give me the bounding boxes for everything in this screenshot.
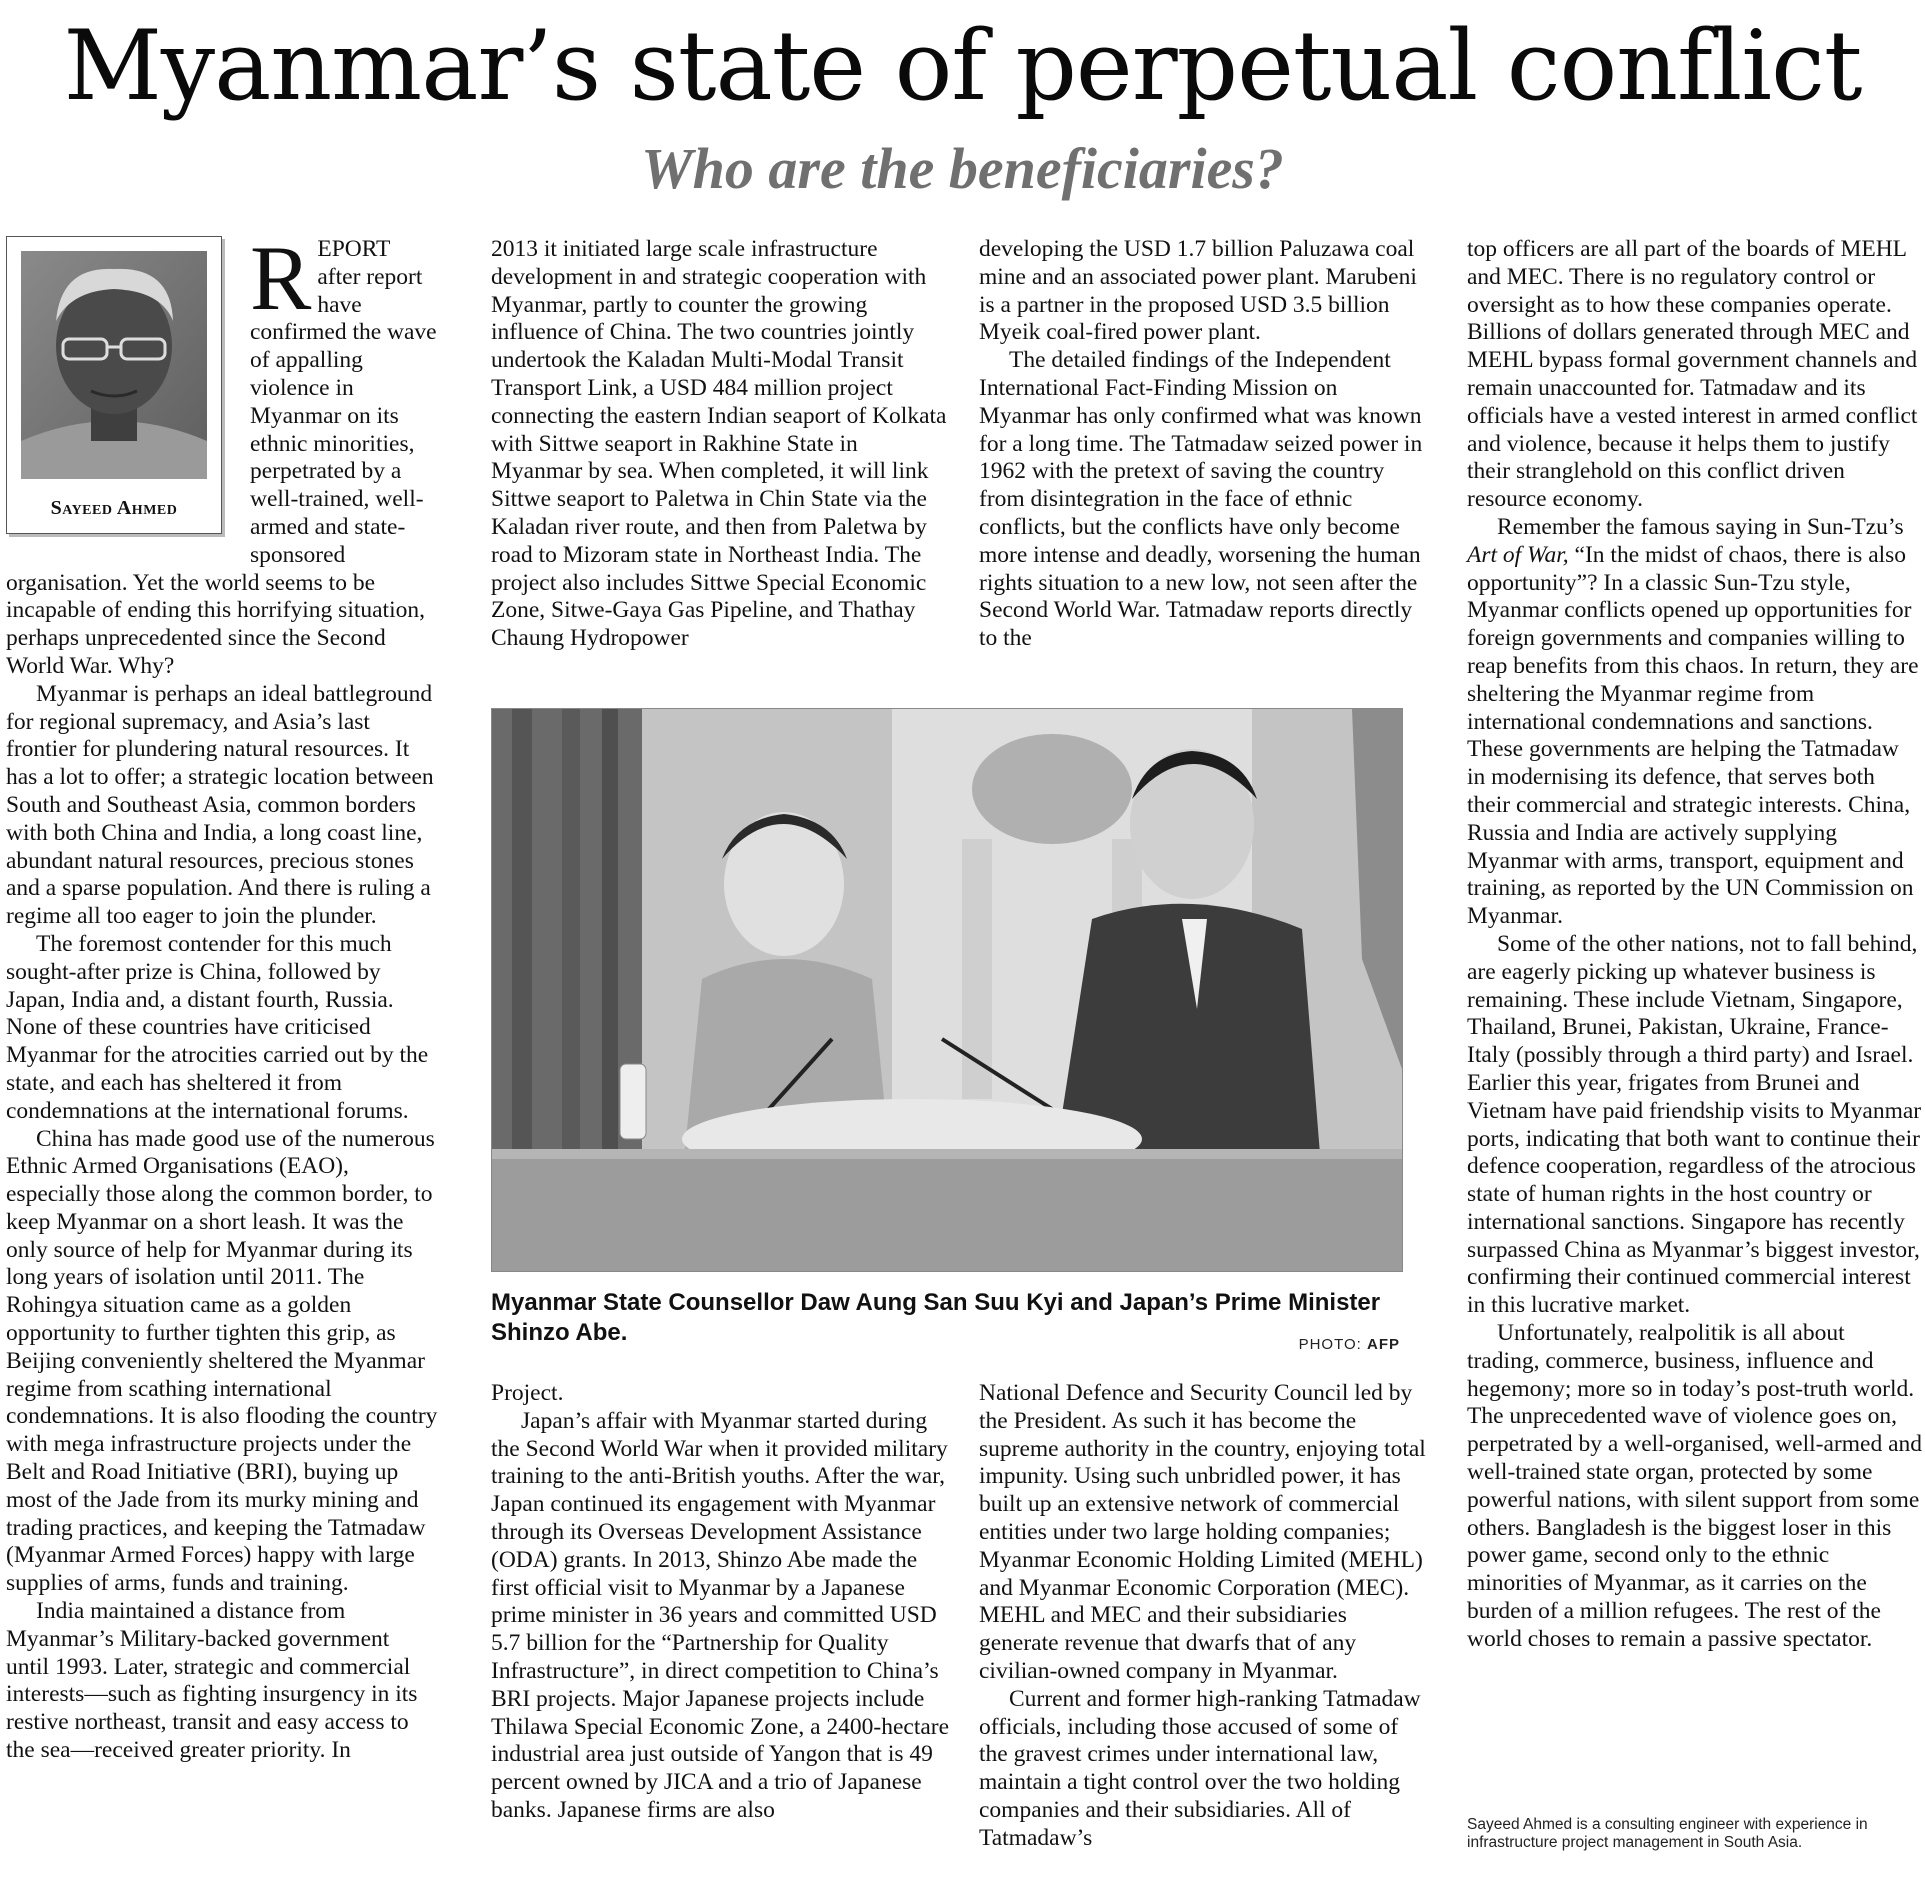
press-conference-image [492,709,1402,1271]
article-paragraph: Some of the other nations, not to fall behind, are eagerly picking up whatever business is remaining. These include Vietnam, Singapore, Thailand, Brunei, Pakistan, Ukraine, France-Italy (possibly through a third party) and Israel. Earlier this year, frigates from Brunei and Vietnam have paid friendship visits to Myanmar ports, indicating that both want to continue their defence cooperation, regardless of the atrocious state of human rights in the host country or international sanctions. Singapore has recently surpassed China as Myanmar’s biggest investor, confirming their continued commercial interest in this lucrative market. [1467,930,1922,1319]
article-paragraph: National Defence and Security Council led by the President. As such it has become the supreme authority in the country, enjoying total impunity. Using such unbridled power, it has built up an extensive network of commercial entities under two large holding companies; Myanmar Economic Holding Limited (MEHL) and Myanmar Economic Corporation (MEC). MEHL and MEC and their subsidiaries generate revenue that dwarfs that of any civilian-owned company in Myanmar. [979,1380,1426,1684]
article-paragraph: developing the USD 1.7 billion Paluzawa coal mine and an associated power plant. Marubeni is a partner in the proposed USD 3.5 billion Myeik coal-fired power plant. [979,236,1417,346]
column-2-bottom [491,1380,951,1825]
author-photo [21,251,207,479]
credit-source: AFP [1367,1336,1400,1353]
author-portrait-image [21,251,207,479]
article-paragraph: India maintained a distance from Myanmar’s Military-backed government until 1993. Later, strategic and commercial interests—such as fighting insurgency in its restive northeast, transit and easy access to the sea—received greater priority. In [6,1598,418,1764]
credit-label: PHOTO: [1298,1336,1367,1353]
author-name: Sayeed Ahmed [50,497,178,519]
author-bio: Sayeed Ahmed is a consulting engineer with experience in infrastructure project management in South Asia. [1467,1816,1868,1851]
author-box [6,236,236,548]
paragraph-text: “In the midst of chaos, there is also opportunity”? In a classic Sun-Tzu style, Myanmar conflicts opened up opportunities for foreign governments and companies willing to reap benefits from this chaos. In return, they are sheltering the Myanmar regime from international condemnations and sanctions. These governments are helping the Tatmadaw in modernising its defence, that serves both their commercial and strategic interests. China, Russia and India are actively supplying Myanmar with arms, transport, equipment and training, as reported by the UN Commission on Myanmar. [1467,541,1919,930]
author-frame [6,236,222,534]
article-paragraph: Unfortunately, realpolitik is all about trading, commerce, business, influence and hegemony; more so in today’s post-truth world. The unprecedented wave of violence goes on, perpetrated by a well-organised, well-armed and well-trained state organ, protected by some powerful nations, with silent support from some others. Bangladesh is the biggest loser in this power game, second only to the ethnic minorities of Myanmar, as it carries on the burden of a million refugees. The rest of the world choses to remain a passive spectator. [1467,1320,1923,1652]
drop-cap: R [250,227,312,329]
article-paragraph: The foremost contender for this much sought-after prize is China, followed by Japan, India and, a distant fourth, Russia. None of these countries have criticised Myanmar for the atrocities carried out by the state, and each has sheltered it from condemnations at the international forums. [6,930,429,1124]
column-3-top [979,236,1427,653]
photo-credit [1220,1336,1400,1353]
paragraph-text: EPORT after report have confirmed the wave of appalling violence in Myanmar on its ethnic minorities, perpetrated by a well-trained, well-armed and state-sponsored organisation. Yet the world seems to be incapable of ending this horrifying situation, perhaps unprecedented since the Second World War. Why? [6,236,437,679]
article-paragraph: Project. [491,1380,564,1406]
article-paragraph: The detailed findings of the Independent International Fact-Finding Mission on Myanmar has only confirmed what was known for a long time. The Tatmadaw seized power in 1962 with the pretext of saving the country from disintegration in the face of ethnic conflicts, but the conflicts have only become more intense and deadly, worsening the human rights situation to a new low, not seen after the Second World War. Tatmadaw reports directly to the [979,347,1423,652]
headline: Myanmar’s state of perpetual conflict [63,10,1862,122]
news-photo [491,708,1403,1272]
column-3-bottom [979,1380,1427,1853]
book-title: Art of War, [1467,541,1569,568]
column-1 [6,227,438,1765]
article-paragraph: Current and former high-ranking Tatmadaw officials, including those accused of some of the gravest crimes under international law, maintain a tight control over the two holding companies and their subsidiaries. All of Tatmadaw’s [979,1685,1421,1851]
article-paragraph: top officers are all part of the boards of MEHL and MEC. There is no regulatory control or oversight as to how these companies operate. Billions of dollars generated through MEC and MEHL bypass formal government channels and remain unaccounted for. Tatmadaw and its officials have a vested interest in armed conflict and violence, because it helps them to justify their stranglehold on this conflict driven resource economy. [1467,236,1918,513]
article-paragraph: Myanmar is perhaps an ideal battleground for regional supremacy, and Asia’s last frontier for plundering natural resources. It has a lot to offer; a strategic location between South and Southeast Asia, common borders with both China and India, a long coast line, abundant natural resources, precious stones and a sparse population. And there is ruling a regime all too eager to join the plunder. [6,680,434,930]
article-paragraph: Japan’s affair with Myanmar started during the Second World War when it provided military training to the anti-British youths. After the war, Japan continued its engagement with Myanmar through its Overseas Development Assistance (ODA) grants. In 2013, Shinzo Abe made the first official visit to Myanmar by a Japanese prime minister in 36 years and committed USD 5.7 billion for the “Partnership for Quality Infrastructure”, in direct competition to China’s BRI projects. Major Japanese projects include Thilawa Special Economic Zone, a 2400-hectare industrial area just outside of Yangon that is 49 percent owned by JICA and a trio of Japanese banks. Japanese firms are also [491,1407,950,1823]
column-2-top [491,236,951,653]
paragraph-text: Remember the famous saying in Sun-Tzu’s [1497,513,1904,540]
photo-caption: Myanmar State Counsellor Daw Aung San Suu Kyi and Japan’s Prime Minister Shinzo Abe. [491,1289,1381,1346]
article-paragraph: 2013 it initiated large scale infrastructure development in and strategic cooperation with Myanmar, partly to counter the growing influence of China. The two countries jointly undertook the Kaladan Multi-Modal Transit Transport Link, a USD 484 million project connecting the eastern Indian seaport of Kolkata with Sittwe seaport in Rakhine State in Myanmar by sea. When completed, it will link Sittwe seaport to Paletwa in Chin State via the Kaladan river route, and then from Paletwa by road to Mizoram state in Northeast India. The project also includes Sittwe Special Economic Zone, Sitwe-Gaya Gas Pipeline, and Thathay Chaung Hydropower [491,236,947,652]
article-paragraph [1467,514,1922,931]
column-4 [1467,236,1922,1654]
subheadline: Who are the beneficiaries? [641,136,1284,201]
article-paragraph: China has made good use of the numerous Ethnic Armed Organisations (EAO), especially those along the common border, to keep Myanmar on a short leash. It was the only source of help for Myanmar during its long years of isolation until 2011. The Rohingya situation came as a golden opportunity to further tighten this grip, as Beijing conveniently sheltered the Myanmar regime from scathing international condemnations. It is also flooding the country with mega infrastructure projects under the Belt and Road Initiative (BRI), buying up most of the Jade from its murky mining and trading practices, and keeping the Tatmadaw (Myanmar Armed Forces) happy with large supplies of arms, funds and training. [6,1125,438,1597]
